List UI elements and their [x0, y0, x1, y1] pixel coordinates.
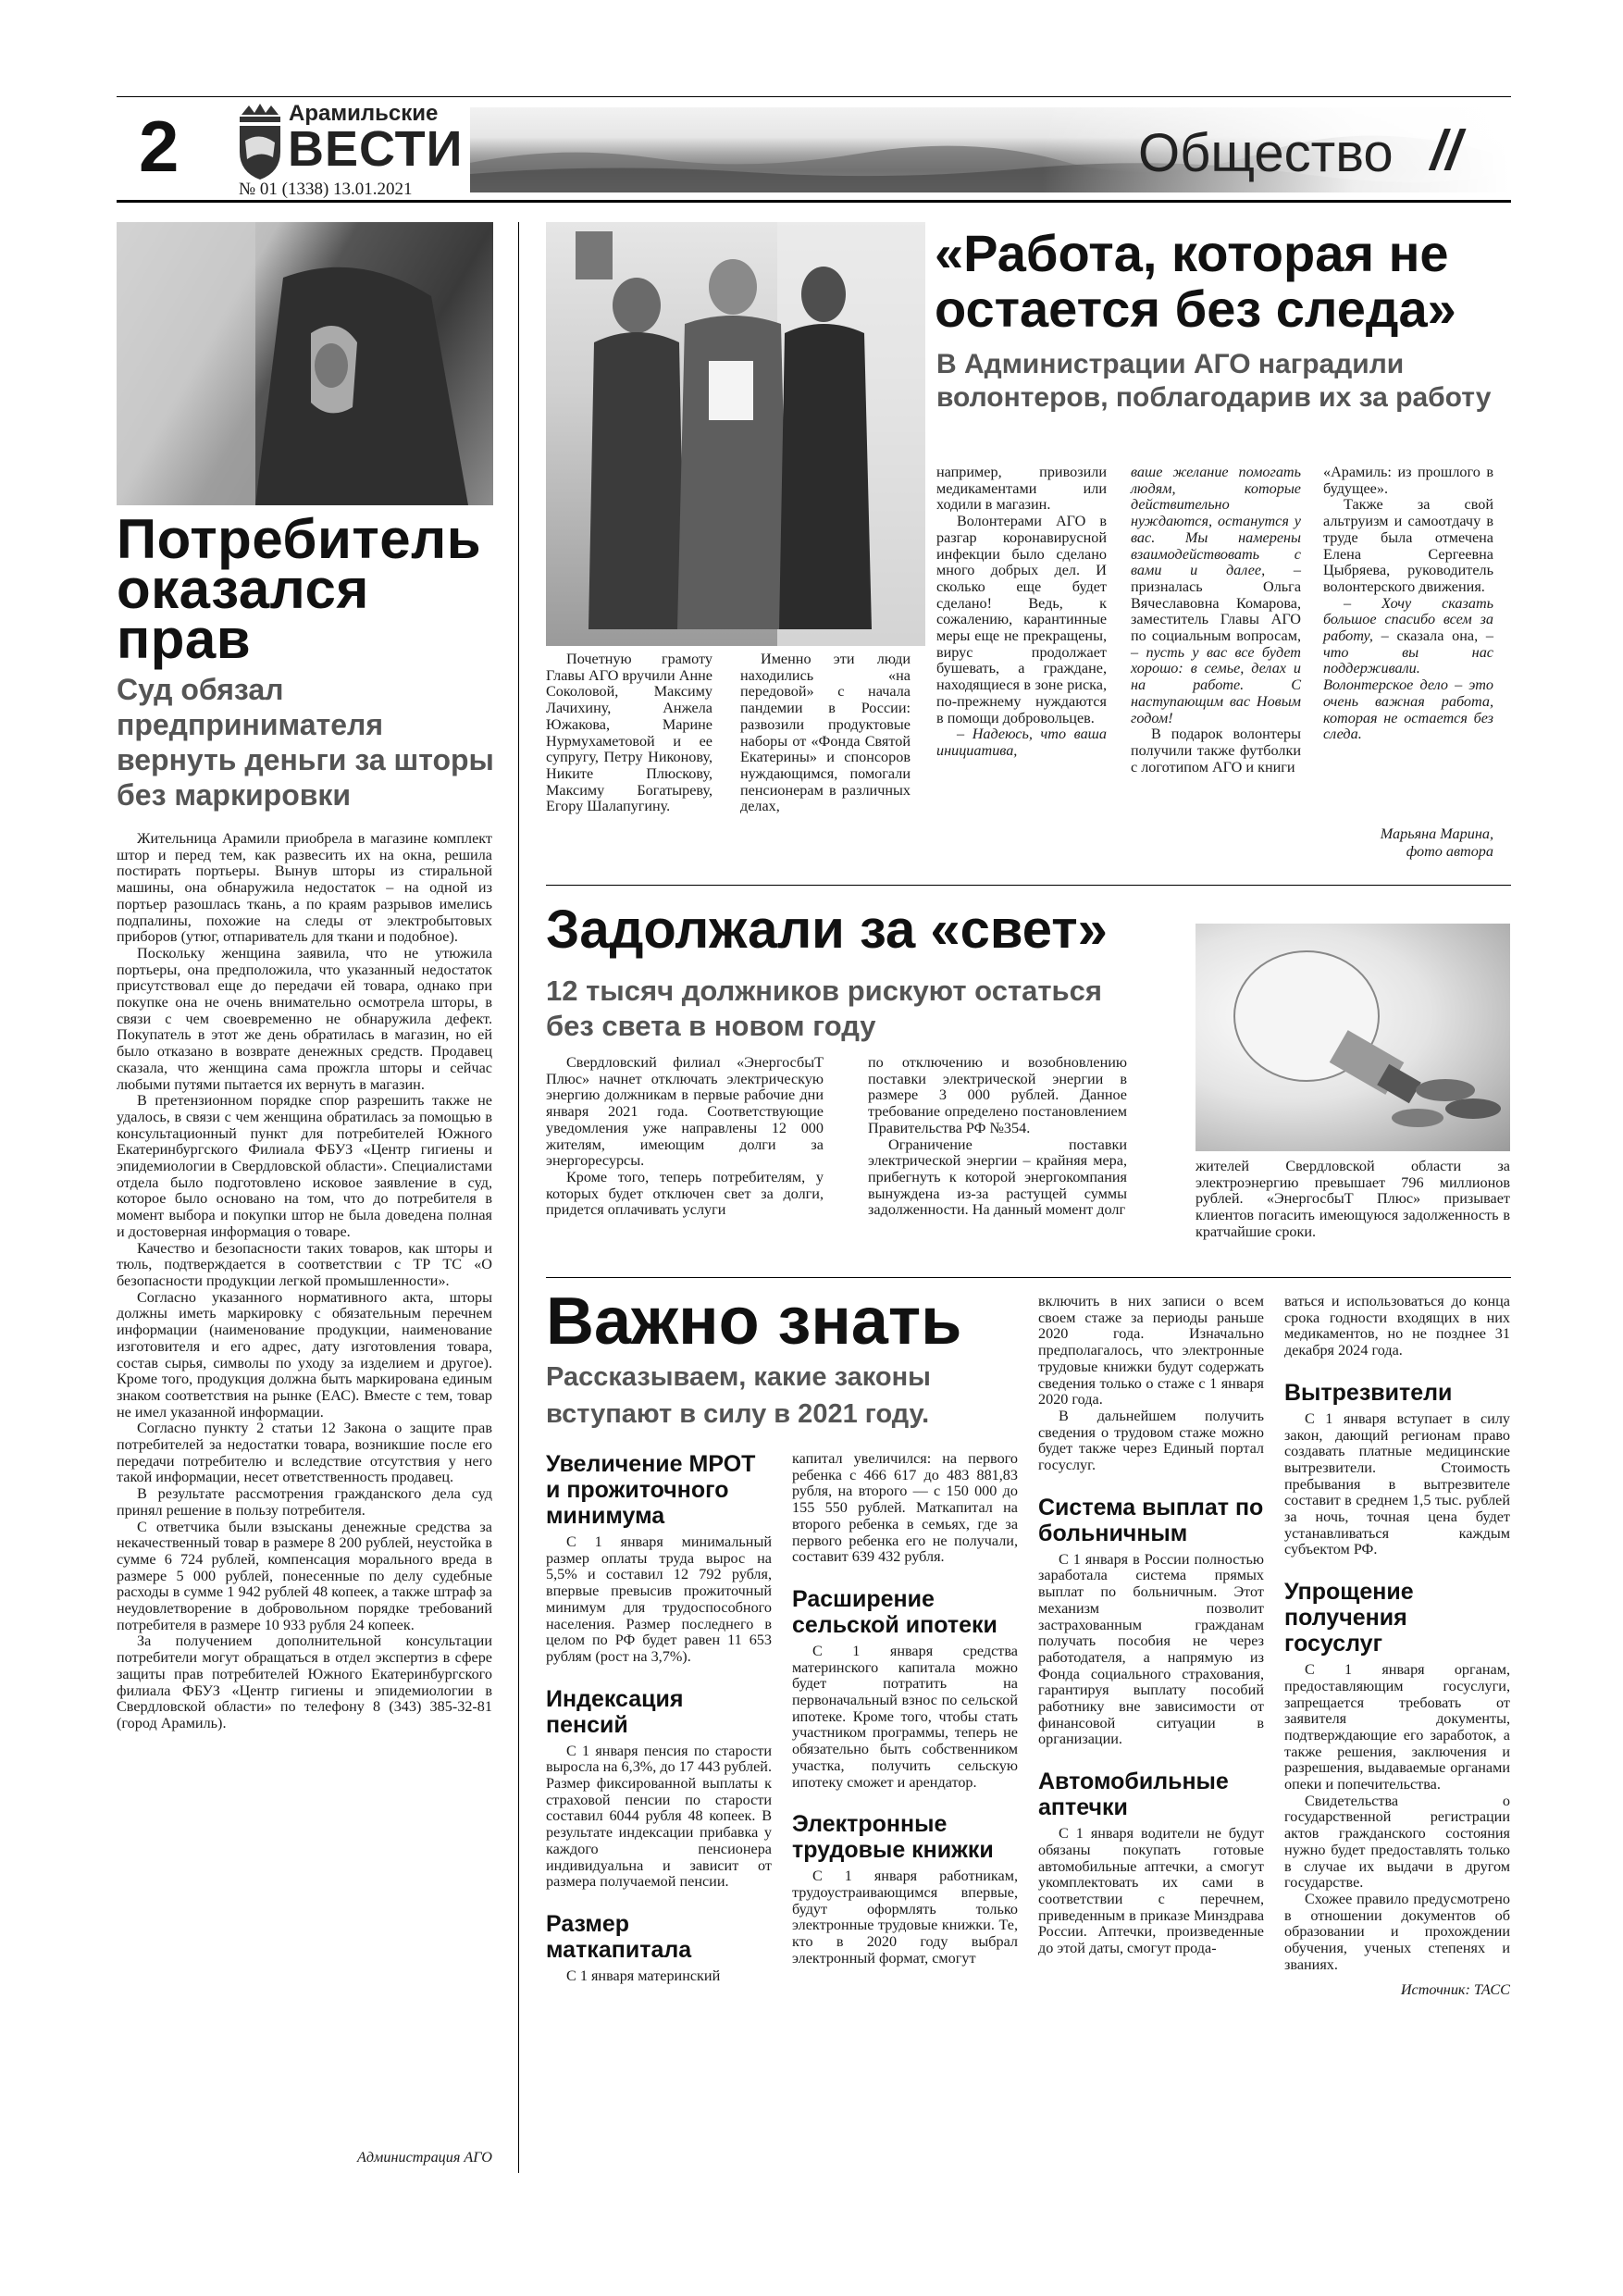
article4-section-heading: Автомобильные аптечки [1038, 1769, 1229, 1821]
article2-quote: ваше желание помогать людям, которые действительно нуждаются, останутся у вас. Мы намерены взаимодействовать с вами и далее, [1131, 464, 1301, 579]
article4-col2 [792, 1451, 1018, 1967]
article4-section-heading: Индексация пенсий [546, 1685, 684, 1738]
article1-paragraph: В результате рассмотрения гражданского дела суд принял решение в пользу потребителя. [117, 1485, 492, 1519]
article4-section-text: Схожее правило предусмотрено в отношении документов об образовании и прохождении обучения, ученых степенях и званиях. [1284, 1890, 1510, 1973]
article2-subtitle: В Администрации АГО наградили волонтеров, поблагодарив их за работу [936, 349, 1492, 413]
page-number: 2 [139, 105, 180, 187]
article3-photo [1196, 924, 1510, 1151]
article2-quote: – пусть у вас все будет хорошо: в семье, делах и на работе. С наступающим вас Новым годом! [1131, 643, 1301, 726]
article4-section-text: С 1 января средства материнского капитала можно будет потратить на первоначальный взнос по сельской ипотеке. Кроме того, чтобы стать участником программы, теперь не обязательно быть собственником участка, получить сельскую ипотеку сможет и арендатор. [792, 1642, 1018, 1791]
article4-section-text: ваться и использоваться до конца срока годности входящих в них медикаментов, но не позднее 31 декабря 2024 года. [1284, 1293, 1510, 1359]
article3-paragraph: жителей Свердловской области за электроэнергию превышает 796 миллионов рублей. «ЭнергосбыТ Плюс» призывает клиентов погасить имеющуюся задолженность в кратчайшие сроки. [1196, 1158, 1510, 1240]
article1-paragraph: За получением дополнительной консультации потребители могут обращаться в отдел экспертиз в сфере защиты прав потребителей Южного Екатеринбургского филиала ФБУЗ «Центр гигиены и эпидемиологии в Свердловской области» по телефону 8 (343) 385-32-81 (город Арамиль). [117, 1632, 492, 1731]
paper-name-main: ВЕСТИ [288, 121, 464, 177]
article3-bottom-rule [546, 1277, 1511, 1278]
article4-signature: Источник: ТАСС [1400, 1980, 1510, 1998]
article4-section-heading: Расширение сельской ипотеки [792, 1585, 997, 1638]
issue-info: № 01 (1338) 13.01.2021 [239, 180, 413, 199]
article2-paragraph: Именно эти люди находились «на передовой» с начала пандемии в России: развозили продуктовые наборы от «Фонда Святой Екатерины» и спонсоров нуждающимся, помогали пенсионерам в различных делах, [740, 651, 911, 815]
article2-quote: – Хочу сказать большое спасибо всем за работу, [1323, 594, 1493, 645]
article3-paragraph: Ограничение поставки электрической энергии – крайняя мера, прибегнуть к которой энергокомпания вынуждена из-за растущей суммы задолженности. На данный момент долг [868, 1136, 1127, 1219]
section-slash-icon: // [1431, 119, 1462, 181]
article4-title: Важно знать [546, 1285, 962, 1359]
article3-col2 [868, 1055, 1127, 1219]
article2-quote: – Надеюсь, что ваша инициатива, [936, 726, 1107, 759]
article1-paragraph: В претензионном порядке спор разрешить также не удалось, в связи с чем женщина обратилась за помощью в консультационный пункт для потребителей Южного Екатеринбургского Филиала ФБУЗ «Центр гигиены и эпидемиологии в Свердловской области». Специалистами отдела было подготовлено исковое заявление в суд, которое было основано на том, что до потребителя в момент выбора и покупки штор не была доведена полная и достоверная информация о товаре. [117, 1092, 492, 1240]
paper-name-top: Арамильские [289, 101, 439, 126]
article1-subtitle: Суд обязал предпринимателя вернуть деньги за шторы без маркировки [117, 673, 494, 812]
article2-paragraph: Также за свой альтруизм и самоотдачу в труде была отмечена Елена Сергеевна Цыбряева, руководитель волонтерского движения. [1323, 496, 1493, 595]
article2-signature-role: фото автора [1406, 843, 1493, 860]
article2-bottom-rule [546, 885, 1511, 886]
article4-section-text: С 1 января пенсия по старости выросла на 6,3%, до 17 443 рублей. Размер фиксированной выплаты к страховой пенсии по старости составил 6044 рубля 48 копеек. В результате индексации прибавка у каждого пенсионера индивидуальна и зависит от размера получаемой пенсии. [546, 1742, 772, 1891]
article4-section-heading: Система выплат по больничным [1038, 1494, 1264, 1546]
article3-paragraph: Свердловский филиал «ЭнергосбыТ Плюс» начнет отключать электрическую энергию должникам в первые рабочие дни января 2021 года. Соответствующие уведомления уже направлены 12 000 жителям, имеющим долги за энергоресурсы. [546, 1054, 824, 1170]
article2-photo [546, 222, 925, 646]
article4-section-heading: Электронные трудовые книжки [792, 1811, 994, 1864]
article2-paragraph: «Арамиль: из прошлого в будущее». [1323, 464, 1493, 497]
article2-paragraph: Почетную грамоту Главы АГО вручили Анне Соколовой, Максиму Лачихину, Анжела Южакова, Марине Нурмухаметовой и ее супругу, Петру Никонову, Никите Плюскову, Максиму Богатыреву, Егору Шалапугину. [546, 651, 712, 815]
article3-paragraph: по отключению и возобновлению поставки электрической энергии в размере 3 000 рублей. Данное требование определено постановлением Правительства РФ №354. [868, 1054, 1127, 1136]
section-title: Общество [1138, 123, 1394, 183]
article4-col4 [1284, 1294, 1510, 1998]
article4-section-text: С 1 января в России полностью заработала система прямых выплат по больничным. Этот механизм позволит застрахованным гражданам получать пособия не через работодателя, а напрямую из Фонда социального страхования, гарантируя выплату пособий работнику вне зависимости от финансовой ситуации в организации. [1038, 1550, 1264, 1748]
top-rule [117, 96, 1511, 97]
article4-section-text: В дальнейшем получить сведения о трудовом стаже можно будет также через Единый портал госуслуг. [1038, 1407, 1264, 1474]
article2-col2 [740, 652, 911, 815]
article4-section-heading: Увеличение МРОТ и прожиточного минимума [546, 1451, 756, 1529]
article2-col3 [936, 465, 1107, 760]
article2-paragraph: например, привозили медикаментами или ходили в магазин. [936, 464, 1107, 514]
article1-photo [117, 222, 493, 505]
article2-title: «Работа, которая не остается без следа» [935, 224, 1456, 338]
article1-paragraph: Жительница Арамили приобрела в магазине комплект штор и перед тем, как развесить их на окна, решила постирать портьеры. Вынув шторы из стиральной машины, она обнаружила недостаток – на одной из портьер разошлась ткань, а по краям разрывов имелись подпалины, похожие на следы от электробытовых приборов (утюг, отпариватель для ткани и подобное). [117, 830, 492, 946]
city-crest-icon [236, 104, 284, 181]
article4-subtitle: Рассказываем, какие законы вступают в силу в 2021 году. [546, 1362, 931, 1429]
article4-section-text: капитал увеличился: на первого ребенка с 466 617 до 483 881,83 рубля, на второго — с 150 000 до 155 550 рублей. Маткапитал на второго ребенка в семьях, где за первого ребенка его не получали, составит 639 432 рубля. [792, 1450, 1018, 1566]
article1-paragraph: С ответчика были взысканы денежные средства за некачественный товар в размере 8 200 рублей, неустойка в сумме 6 724 рублей, компенсация морального вреда в размере 5 000 рублей, понесенные по делу судебные расходы в сумме 1 942 рублей 48 копеек, а также штраф за неудовлетворение в добровольном порядке требований потребителя в размере 10 933 рубля 24 копеек. [117, 1518, 492, 1633]
masthead-bottom-rule [117, 200, 1511, 203]
article1-paragraph: Качество и безопасности таких товаров, как шторы и тюль, подтверждается в соответствии с ТР ТС «О безопасности продукции легкой промышленности». [117, 1239, 492, 1289]
article2-paragraph: Волонтерами АГО в разгар коронавирусной инфекции было сделано много добрых дел. И сколько еще будет сделано! Ведь, к сожалению, карантинные меры еще не прекращены, вирус продолжает бушевать, а граждане, находящиеся в зоне риска, по-прежнему нуждаются в помощи добровольцев. [936, 513, 1107, 726]
article3-col3 [1196, 1159, 1510, 1241]
article4-section-text: С 1 января минимальный размер оплаты труда вырос на 5,5% и составил 12 792 рубля, впервые превысив прожиточный минимум для трудоспособного населения. Размер последнего в целом по РФ будет равен 11 653 рублям (рост на 3,7%). [546, 1533, 772, 1665]
article4-section-text: С 1 января материнский [566, 1967, 721, 1984]
article1-body [117, 831, 492, 1732]
article1-paragraph: Согласно пункту 2 статьи 12 Закона о защите прав потребителей за недостатки товара, возникшие после его передачи потребителю и вследствие отсутствия у него такой информации, несет ответственность продавец. [117, 1420, 492, 1486]
article4-section-heading: Размер маткапитала [546, 1910, 692, 1963]
article4-col1 [546, 1451, 772, 1985]
article3-paragraph: Кроме того, теперь потребителям, у которых будет отключен свет за долги, придется оплачивать услуги [546, 1168, 824, 1219]
article1-title: Потребитель оказался прав [117, 508, 482, 670]
article2-signature-name: Марьяна Марина, [1380, 825, 1493, 842]
article4-section-text: включить в них записи о всем своем стаже за периоды раньше 2020 года. Изначально предполагалось, что электронные трудовые книжки будут содержать сведения только о стаже с 1 января 2020 года. [1038, 1293, 1264, 1409]
article2-text: – призналась Ольга Вячеславовна Комарова, заместитель Главы АГО по социальным вопросам, [1131, 562, 1301, 645]
column-divider [518, 222, 519, 2173]
article4-section-text: С 1 января органам, предоставляющим госуслуги, запрещается требовать от заявителя документы, подтверждающие его заработок, а также решения, заключения и разрешения, выдаваемые органами опеки и попечительства. [1284, 1661, 1510, 1793]
article2-col1 [546, 652, 712, 815]
article2-paragraph: В подарок волонтеры получили также футболки с логотипом АГО и книги [1131, 726, 1301, 776]
article3-subtitle: 12 тысяч должников рискуют остаться без света в новом году [546, 974, 1102, 1042]
article2-col4 [1131, 465, 1301, 776]
article4-section-text: С 1 января вступает в силу закон, дающий регионам право создавать платные медицинские вытрезвители. Стоимость пребывания в вытрезвителе составит в среднем 1,5 тыс. рублей за ночь, точная цена будет устанавливаться каждым субъектом РФ. [1284, 1409, 1510, 1558]
article1-paragraph: Согласно указанного нормативного акта, шторы должны иметь маркировку с обязательным перечнем информации (наименование продукции, наименование изготовителя и его адрес, дату изготовления товара, состав сырья, символы по уходу за изделием и другое). Кроме того, продукция должна быть маркирована единым знаком соответствия на рынке (ЕАС). Вместе с тем, товар не имел указанной информации. [117, 1288, 492, 1421]
article2-quote: – что вы нас поддерживали. Волонтерское дело – это очень важная работа, которая не остается без следа. [1323, 627, 1493, 743]
article4-section-text: С 1 января водители не будут обязаны покупать готовые автомобильные аптечки, а смогут укомплектовать их сами в соответствии с перечнем, приведенным в приказе Минздрава России. Аптечки, произведенные до этой даты, смогут прода- [1038, 1825, 1264, 1957]
article3-col1 [546, 1055, 824, 1219]
article3-title: Задолжали за «свет» [546, 900, 1108, 960]
article4-col3 [1038, 1294, 1264, 1957]
article4-section-text: С 1 января работникам, трудоустраивающимся впервые, будут оформлять только электронные трудовые книжки. Те, кто в 2020 году выбрал электронный формат, смогут [792, 1868, 1018, 1967]
article4-section-heading: Вытрезвители [1284, 1379, 1453, 1406]
article4-section-heading: Упрощение получения госуслуг [1284, 1579, 1414, 1657]
article1-paragraph: Поскольку женщина заявила, что не утюжила портьеры, она предположила, что указанный недостаток присутствовал еще до передачи ей товара, однако при покупке она не очень внимательно осмотрела шторы, в связи с чем своевременно не обнаружила дефект. Покупатель в этот же день обратилась в магазин, но ей было отказано в возврате денежных средств. Продавец сказала, что женщина сама прожгла шторы и сейчас любыми путями пытается их вернуть в магазин. [117, 944, 492, 1093]
article1-signature: Администрация АГО [356, 2149, 492, 2166]
article2-col5 [1323, 465, 1493, 743]
article2-text: – сказала она, [1372, 627, 1479, 645]
article4-section-text: Свидетельства о государственной регистрации актов гражданского состояния нужно будет предоставлять только в случае их выдачи в другом государстве. [1284, 1792, 1510, 1892]
